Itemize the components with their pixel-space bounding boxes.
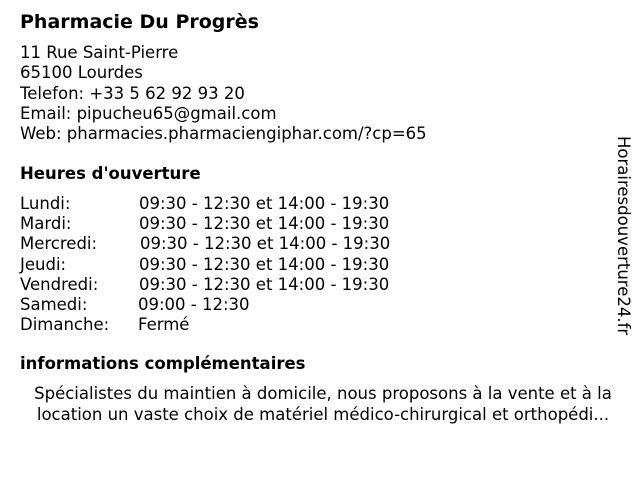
info-line-1: Spécialistes du maintien à domicile, nous proposons à la vente et à la — [34, 384, 612, 403]
additional-info-text — [0, 384, 640, 425]
city-postcode: 65100 Lourdes — [20, 63, 143, 83]
day-label: Dimanche: — [20, 315, 110, 335]
hours-row-friday — [20, 275, 460, 295]
street-address: 11 Rue Saint-Pierre — [20, 43, 179, 62]
hours-row-monday — [20, 194, 460, 214]
hours-value: 09:30 - 12:30 et 14:00 - 19:30 — [139, 274, 390, 294]
hours-row-tuesday — [20, 214, 460, 234]
day-label: Lundi: — [20, 194, 71, 213]
day-label: Samedi: — [20, 294, 88, 314]
hours-row-thursday — [20, 255, 460, 275]
email-line: Email: pipucheu65@gmail.com — [20, 103, 277, 123]
info-line-2: location un vaste choix de matériel médico-chirurgical et orthopédi... — [36, 404, 610, 424]
site-watermark: Horairesdouverture24.fr — [614, 136, 633, 336]
day-label: Vendredi: — [20, 274, 99, 294]
hours-value: Fermé — [138, 315, 190, 335]
website-line: Web: pharmacies.pharmaciengiphar.com/?cp=65 — [20, 124, 427, 144]
hours-value: 09:30 - 12:30 et 14:00 - 19:30 — [140, 234, 391, 254]
opening-hours-heading: Heures d'ouverture — [20, 164, 201, 183]
hours-row-wednesday — [20, 234, 460, 254]
day-label: Mardi: — [20, 214, 72, 234]
opening-hours-table — [20, 194, 460, 335]
pharmacy-name: Pharmacie Du Progrès — [20, 11, 259, 33]
hours-value: 09:30 - 12:30 et 14:00 - 19:30 — [139, 214, 390, 234]
hours-value: 09:00 - 12:30 — [138, 294, 250, 314]
hours-row-sunday — [20, 315, 460, 335]
day-label: Jeudi: — [20, 254, 67, 274]
hours-row-saturday — [20, 295, 460, 315]
additional-info-heading: informations complémentaires — [20, 354, 306, 373]
phone-line: Telefon: +33 5 62 92 93 20 — [20, 83, 245, 103]
hours-value: 09:30 - 12:30 et 14:00 - 19:30 — [139, 254, 390, 274]
hours-value: 09:30 - 12:30 et 14:00 - 19:30 — [139, 194, 390, 213]
address-block — [20, 43, 427, 144]
day-label: Mercredi: — [20, 234, 98, 254]
